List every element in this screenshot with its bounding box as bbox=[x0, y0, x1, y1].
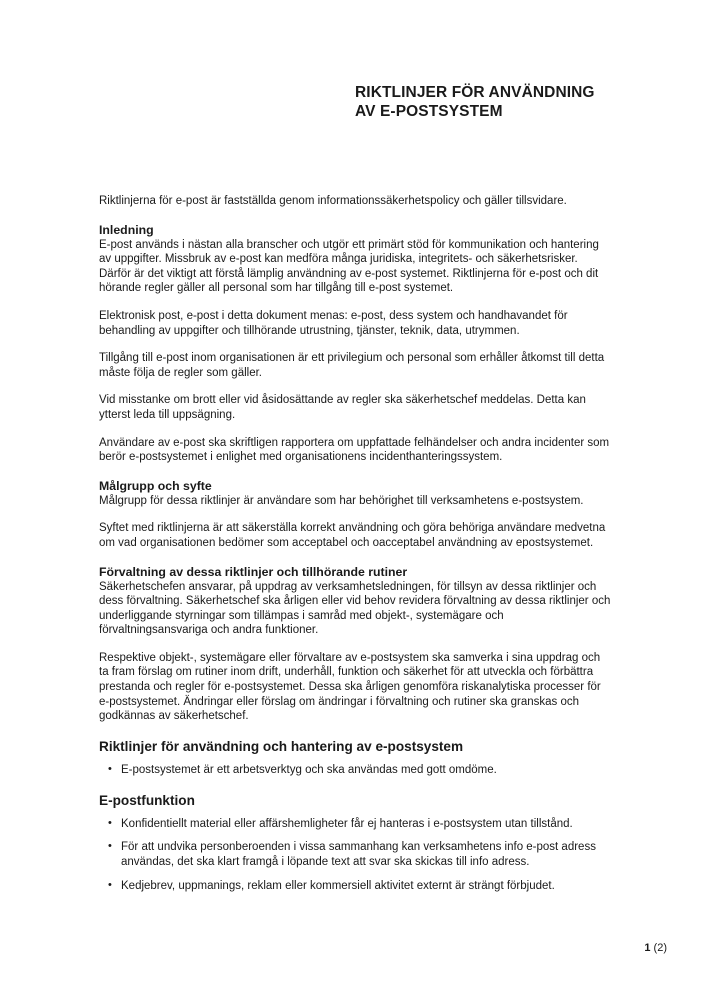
paragraph: Riktlinjerna för e-post är fastställda genom informationssäkerhetspolicy och gäller tillsvidare. bbox=[99, 195, 567, 207]
subsection-heading: Målgrupp och syfte bbox=[99, 478, 212, 493]
paragraph: Tillgång till e-post inom organisationen är ett privilegium och personal som erhåller åtkomst till detta måste följa de regler som gäller. bbox=[99, 352, 605, 379]
bullet-item bbox=[99, 763, 612, 778]
bullet-text: För att undvika personberoenden i vissa sammanhang kan verksamhetens info e-post adress användas, det ska klart framgå i löpande text att svar ska skickas till info adress. bbox=[121, 841, 596, 869]
bullet-icon: • bbox=[108, 762, 112, 775]
section-heading: E-postfunktion bbox=[99, 792, 195, 808]
page-number bbox=[644, 942, 667, 955]
bullet-text: Kedjebrev, uppmanings, reklam eller kommersiell aktivitet externt är strängt förbjudet. bbox=[121, 880, 555, 893]
bullet-icon: • bbox=[108, 816, 112, 829]
page-number-total: (2) bbox=[653, 942, 667, 954]
paragraph: Elektronisk post, e-post i detta dokument menas: e-post, dess system och handhavandet för behandling av uppgifter och tillhörande utrustning, tjänster, teknik, data, utrymmen. bbox=[99, 309, 568, 337]
bullet-text: E-postsystemet är ett arbetsverktyg och ska användas med gott omdöme. bbox=[121, 763, 497, 776]
bullet-item bbox=[99, 879, 612, 894]
title-line-2: AV E-POSTSYSTEM bbox=[355, 103, 503, 120]
subsection-heading: Förvaltning av dessa riktlinjer och tillhörande rutiner bbox=[99, 564, 408, 579]
bullet-item bbox=[99, 817, 612, 832]
paragraph: E-post används i nästan alla branscher och utgör ett primärt stöd för kommunikation och hantering av uppgifter. Missbruk av e-post kan medföra många juridiska, integritets- och säkerhetsrisker. Därför är det viktigt att förstå lämplig användning av e-post systemet. Riktlinjerna för e-post och dit hörande regler gäller all personal som har tillgång till e-post systemet. bbox=[99, 238, 599, 295]
page-number-current: 1 bbox=[644, 942, 651, 954]
paragraph: Säkerhetschefen ansvarar, på uppdrag av verksamhetsledningen, för tillsyn av dessa riktlinjer och dess förvaltning. Säkerhetschef ska årligen eller vid behov revidera förvaltning av dessa riktlinjer och underliggande styrningar som tillämpas i samråd med objekt-, systemägare och förvaltningsansvariga och andra funktioner. bbox=[99, 580, 611, 637]
bullet-icon: • bbox=[108, 840, 112, 853]
subsection-heading: Inledning bbox=[99, 222, 154, 237]
bullet-item bbox=[99, 840, 612, 870]
section-heading: Riktlinjer för användning och hantering av e-postsystem bbox=[99, 738, 464, 754]
title-line-1: RIKTLINJER FÖR ANVÄNDNING bbox=[355, 84, 595, 101]
paragraph: Vid misstanke om brott eller vid åsidosättande av regler ska säkerhetschef meddelas. Detta kan ytterst leda till uppsägning. bbox=[99, 394, 586, 421]
document-body bbox=[99, 194, 612, 894]
bullet-text: Konfidentiellt material eller affärshemligheter får ej hanteras i e-postsystem utan tillstånd. bbox=[121, 817, 573, 830]
bullet-icon: • bbox=[108, 879, 112, 892]
document-title bbox=[355, 83, 612, 121]
paragraph: Målgrupp för dessa riktlinjer är användare som har behörighet till verksamhetens e-postsystem. bbox=[99, 494, 584, 507]
paragraph: Användare av e-post ska skriftligen rapportera om uppfattade felhändelser och andra incidenter som berör e-postsystemet i enlighet med organisationens incidenthanteringssystem. bbox=[99, 436, 610, 464]
paragraph: Respektive objekt-, systemägare eller förvaltare av e-postsystem ska samverka i sina uppdrag och ta fram förslag om rutiner inom drift, underhåll, funktion och säkerhet för att utveckla och förbättra prestanda och regler för e-postsystemet. Dessa ska årligen genomföra riskanalytiska processer för e-postsystemet. Ändringar eller förslag om ändringar i förvaltning och rutiner ska granskas och godkännas av säkerhetschef. bbox=[99, 651, 601, 723]
paragraph: Syftet med riktlinjerna är att säkerställa korrekt användning och göra behöriga användare medvetna om vad organisationen bedömer som acceptabel och oacceptabel användning av epostsystemet. bbox=[99, 522, 606, 549]
